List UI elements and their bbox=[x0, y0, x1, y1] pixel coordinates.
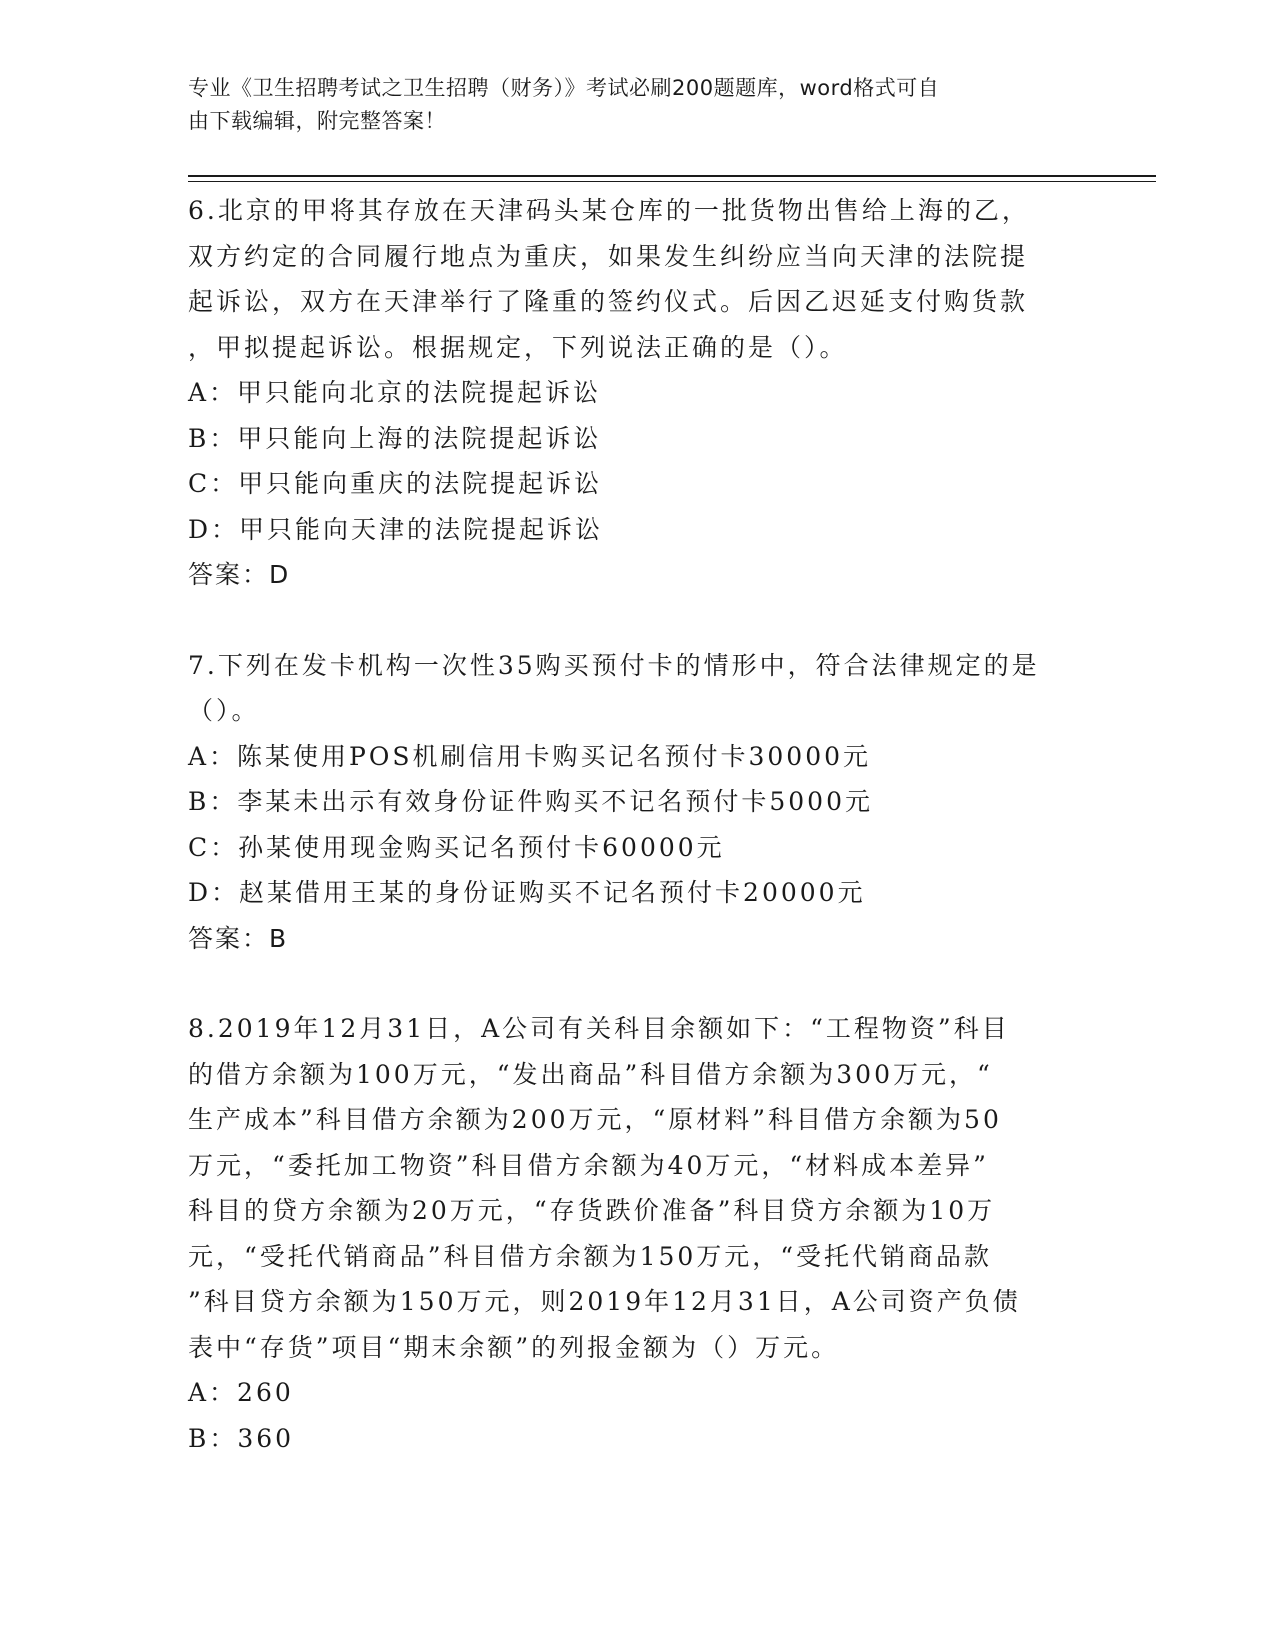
stem-line: 的借方余额为100万元，“发出商品”科目借方余额为300万元，“ bbox=[188, 1059, 993, 1089]
header-line-2: 由下载编辑，附完整答案！ bbox=[188, 109, 446, 133]
question-6 bbox=[188, 188, 1088, 598]
answer-line: 答案：B bbox=[188, 923, 289, 953]
question-stem bbox=[188, 188, 1088, 370]
stem-line: （）。 bbox=[188, 696, 260, 725]
stem-line: 科目的贷方余额为20万元，“存货跌价准备”科目贷方余额为10万 bbox=[188, 1196, 996, 1225]
option-a: A：260 bbox=[188, 1378, 294, 1407]
question-7 bbox=[188, 643, 1088, 962]
question-stem bbox=[188, 643, 1088, 734]
question-list bbox=[188, 188, 1088, 1506]
header-divider-thin bbox=[188, 181, 1156, 182]
stem-line: 6.北京的甲将其存放在天津码头某仓库的一批货物出售给上海的乙， bbox=[188, 196, 1030, 225]
option-b: B：360 bbox=[188, 1423, 295, 1453]
option-c: C：孙某使用现金购买记名预付卡60000元 bbox=[188, 832, 725, 862]
stem-line: ”科目贷方余额为150万元，则2019年12月31日，A公司资产负债 bbox=[188, 1287, 1021, 1316]
answer-line: 答案：D bbox=[188, 560, 291, 589]
stem-line: ，甲拟提起诉讼。根据规定，下列说法正确的是（）。 bbox=[188, 332, 848, 362]
stem-line: 7.下列在发卡机构一次性35购买预付卡的情形中，符合法律规定的是 bbox=[188, 650, 1040, 680]
header-line-1: 专业《卫生招聘考试之卫生招聘（财务）》考试必刷200题题库，word格式可自 bbox=[188, 76, 940, 100]
stem-line: 万元，“委托加工物资”科目借方余额为40万元，“材料成本差异” bbox=[188, 1150, 989, 1180]
stem-line: 生产成本”科目借方余额为200万元，“原材料”科目借方余额为50 bbox=[188, 1105, 1002, 1134]
stem-line: 起诉讼，双方在天津举行了隆重的签约仪式。后因乙迟延支付购货款 bbox=[188, 287, 1029, 316]
option-a: A：甲只能向北京的法院提起诉讼 bbox=[188, 378, 602, 407]
question-stem bbox=[188, 1006, 1088, 1370]
document-header bbox=[188, 72, 1068, 138]
stem-line: 元，“受托代销商品”科目借方余额为150万元，“受托代销商品款 bbox=[188, 1241, 993, 1271]
option-d: D：赵某借用王某的身份证购买不记名预付卡20000元 bbox=[188, 878, 866, 907]
option-b: B：甲只能向上海的法院提起诉讼 bbox=[188, 423, 602, 453]
option-c: C：甲只能向重庆的法院提起诉讼 bbox=[188, 469, 603, 498]
stem-line: 8.2019年12月31日，A公司有关科目余额如下：“工程物资”科目 bbox=[188, 1014, 1010, 1043]
header-divider-thick bbox=[188, 175, 1156, 177]
stem-line: 双方约定的合同履行地点为重庆，如果发生纠纷应当向天津的法院提 bbox=[188, 241, 1029, 271]
option-b: B：李某未出示有效身份证件购买不记名预付卡5000元 bbox=[188, 787, 873, 816]
stem-line: 表中“存货”项目“期末余额”的列报金额为（）万元。 bbox=[188, 1332, 840, 1362]
option-d: D：甲只能向天津的法院提起诉讼 bbox=[188, 514, 604, 544]
option-a: A：陈某使用POS机刷信用卡购买记名预付卡30000元 bbox=[188, 741, 872, 771]
question-8 bbox=[188, 1006, 1088, 1461]
